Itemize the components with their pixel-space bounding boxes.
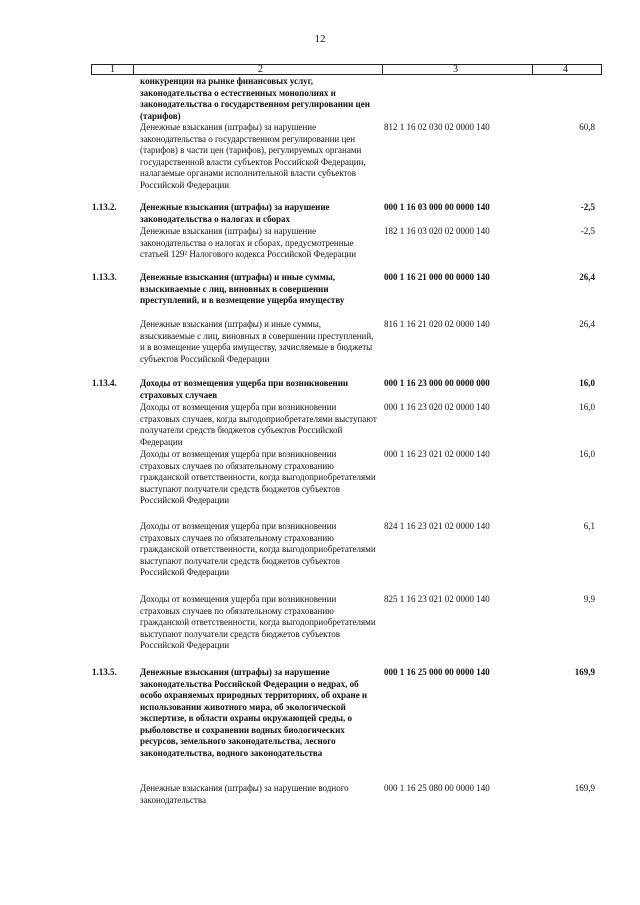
row-amount: -2,5: [580, 226, 595, 236]
row-number: 1.13.4.: [92, 378, 117, 388]
header-divider: [532, 65, 533, 74]
row-name: Денежные взыскания (штрафы) за нарушение законодательства о налогах и сборах, предусмотренные статьей 129² Налогового кодекса Российской Федерации: [140, 226, 357, 259]
header-divider: [382, 65, 383, 74]
row-amount: 16,0: [579, 378, 595, 388]
table-row: [0, 783, 640, 809]
row-code: 000 1 16 23 020 02 0000 140: [384, 402, 490, 412]
row-name: Доходы от возмещения ущерба при возникновении страховых случаев по обязательному страхованию гражданской ответственности, когда выгодоприобретателями выступают получатели средств бюджетов субъектов Российской Федерации: [140, 521, 376, 577]
page-number: 12: [314, 33, 326, 45]
row-name: Денежные взыскания (штрафы) за нарушение законодательства о государственном регулировании цен (тарифов) в части цен (тарифов), регулируемых органами государственной власти субъектов Российской Федерации, налагаемые органами исполнительной власти субъектов Российской Федерации: [140, 122, 366, 190]
row-name: Денежные взыскания (штрафы) за нарушение водного законодательства: [140, 783, 349, 805]
row-name: Денежные взыскания (штрафы) за нарушение законодательства Российской Федерации о недрах, об особо охраняемых природных территориях, об охране и использовании животного мира, об экологической экспертизе, в области охраны окружающей среды, о рыболовстве и сохранении водных биологических ресурсов, земельного законодательства, лесного законодательства, водного законодательства: [140, 667, 368, 758]
row-code: 000 1 16 21 000 00 0000 140: [384, 272, 490, 282]
row-name: конкуренции на рынке финансовых услуг, законодательства о естественных монополиях и законодательства о государственном регулировании цен (тарифов): [140, 76, 370, 121]
header-col-4: 4: [563, 64, 568, 75]
table-row: [0, 449, 640, 521]
budget-table: [0, 76, 640, 809]
row-amount: 16,0: [579, 402, 595, 412]
row-amount: 9,9: [583, 594, 595, 604]
row-name: Доходы от возмещения ущерба при возникновении страховых случаев по обязательному страхованию гражданской ответственности, когда выгодоприобретателями выступают получатели средств бюджетов субъектов Российской Федерации: [140, 449, 376, 505]
header-col-1: 1: [110, 64, 115, 75]
row-name: Доходы от возмещения ущерба при возникновении страховых случаев, когда выгодоприобретателями выступают получатели средств бюджетов субъектов Российской Федерации: [140, 402, 377, 447]
table-row: [0, 122, 640, 202]
table-row: [0, 521, 640, 594]
table-row: [0, 667, 640, 783]
row-code: 816 1 16 21 020 02 0000 140: [384, 319, 490, 329]
row-code: 182 1 16 03 020 02 0000 140: [384, 226, 490, 236]
header-divider: [133, 65, 134, 74]
row-number: 1.13.5.: [92, 667, 117, 677]
row-amount: 169,9: [574, 667, 595, 677]
row-name: Денежные взыскания (штрафы) за нарушение законодательства о налогах и сборах: [140, 202, 330, 224]
row-amount: 26,4: [579, 319, 595, 329]
table-header: [91, 64, 602, 75]
table-row: [0, 76, 640, 122]
row-code: 000 1 16 03 000 00 0000 140: [384, 202, 490, 212]
row-name: Денежные взыскания (штрафы) и иные суммы, взыскиваемые с лиц, виновных в совершении преступлений, и в возмещение ущерба имуществу: [140, 272, 345, 305]
row-code: 000 1 16 25 000 00 0000 140: [384, 667, 490, 677]
row-name: Доходы от возмещения ущерба при возникновении страховых случаев по обязательному страхованию гражданской ответственности, когда выгодоприобретателями выступают получатели средств бюджетов субъектов Российской Федерации: [140, 594, 376, 650]
row-code: 000 1 16 23 000 00 0000 000: [384, 378, 490, 388]
row-number: 1.13.3.: [92, 272, 117, 282]
table-row: [0, 402, 640, 449]
row-amount: 60,8: [579, 122, 595, 132]
row-amount: 6,1: [583, 521, 595, 531]
table-row: [0, 202, 640, 226]
row-amount: 16,0: [579, 449, 595, 459]
table-row: [0, 594, 640, 667]
table-row: [0, 319, 640, 378]
row-amount: -2,5: [580, 202, 595, 212]
row-amount: 169,9: [574, 783, 595, 793]
header-col-3: 3: [453, 64, 458, 75]
row-name: Денежные взыскания (штрафы) и иные суммы, взыскиваемые с лиц, виновных в совершении преступлений, и в возмещение ущерба имуществу, зачисляемые в бюджеты субъектов Российской Федерации: [140, 319, 374, 364]
row-code: 000 1 16 23 021 02 0000 140: [384, 449, 490, 459]
table-row: [0, 272, 640, 319]
row-code: 000 1 16 25 080 00 0000 140: [384, 783, 490, 793]
header-col-2: 2: [258, 64, 263, 75]
row-code: 812 1 16 02 030 02 0000 140: [384, 122, 490, 132]
table-row: [0, 378, 640, 402]
row-name: Доходы от возмещения ущерба при возникновении страховых случаев: [140, 378, 349, 400]
table-row: [0, 226, 640, 272]
row-amount: 26,4: [579, 272, 595, 282]
row-code: 824 1 16 23 021 02 0000 140: [384, 521, 490, 531]
row-number: 1.13.2.: [92, 202, 117, 212]
row-code: 825 1 16 23 021 02 0000 140: [384, 594, 490, 604]
